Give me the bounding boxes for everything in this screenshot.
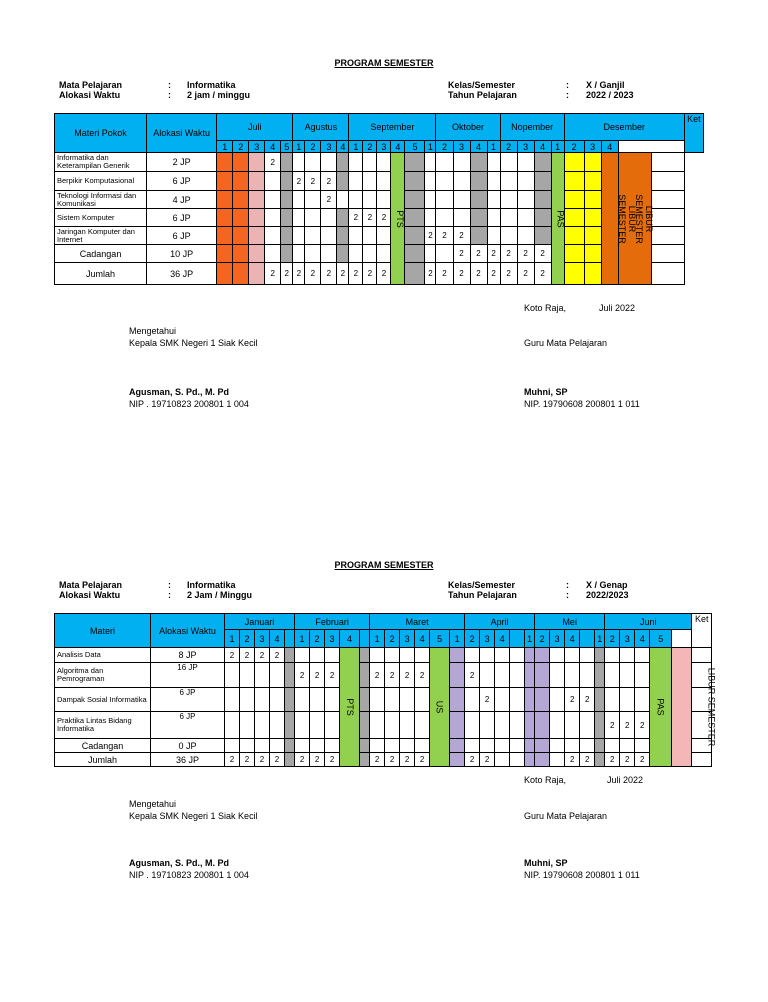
value-cell: 2 bbox=[415, 753, 430, 767]
value-cell: 2 bbox=[305, 172, 321, 191]
month-oktober: Oktober bbox=[436, 114, 500, 141]
header-alokasi-waktu: Alokasi Waktu bbox=[151, 614, 225, 648]
value-cell: 2 bbox=[465, 753, 480, 767]
value-cell: 2 bbox=[500, 263, 517, 285]
week-number: 2 bbox=[310, 630, 325, 648]
alokasi-waktu-label: Alokasi Waktu bbox=[59, 90, 121, 100]
value-cell: 2 bbox=[480, 753, 495, 767]
value-cell: 2 bbox=[225, 753, 240, 767]
week-number: 4 bbox=[270, 630, 285, 648]
jp-cell: 16 JP bbox=[151, 663, 225, 688]
value-cell: 2 bbox=[370, 663, 385, 688]
value-cell: 2 bbox=[453, 245, 470, 263]
value-cell: 2 bbox=[270, 648, 285, 663]
value-cell: 2 bbox=[487, 245, 500, 263]
value-cell: 2 bbox=[517, 245, 534, 263]
month-september: September bbox=[349, 114, 436, 141]
value-cell: 2 bbox=[605, 753, 620, 767]
kelas-semester-value: X / Ganjil bbox=[586, 80, 625, 90]
us-block bbox=[430, 648, 450, 767]
week-number: 2 bbox=[500, 141, 517, 153]
week-number: 3 bbox=[550, 630, 565, 648]
month-mei: Mei bbox=[535, 614, 605, 630]
week-number: 4 bbox=[391, 141, 405, 153]
jp-cell: 10 JP bbox=[147, 245, 217, 263]
value-cell: 2 bbox=[436, 263, 453, 285]
value-cell: 2 bbox=[425, 263, 436, 285]
materi-cell: Praktika Lintas Bidang Informatika bbox=[55, 712, 151, 739]
value-cell: 2 bbox=[620, 712, 635, 739]
month-nopember: Nopember bbox=[500, 114, 564, 141]
tahun-pelajaran-label: Tahun Pelajaran bbox=[448, 90, 517, 100]
value-cell: 2 bbox=[295, 663, 310, 688]
value-cell: 2 bbox=[295, 753, 310, 767]
colon: : bbox=[566, 90, 569, 100]
libur-semester-label: LIBUR SEMESTER bbox=[616, 193, 637, 244]
alokasi-waktu-label: Alokasi Waktu bbox=[59, 590, 121, 600]
month-juni: Juni bbox=[605, 614, 692, 630]
materi-cell: Berpikir Komputasional bbox=[55, 172, 147, 191]
guru-name: Muhni, SP bbox=[524, 858, 568, 868]
value-cell: 2 bbox=[415, 663, 430, 688]
jp-cell: 4 JP bbox=[147, 191, 217, 209]
week-number: 4 bbox=[340, 630, 360, 648]
week-number: 5 bbox=[430, 630, 450, 648]
pts-label: PTS bbox=[344, 698, 355, 716]
value-cell: 2 bbox=[580, 688, 595, 712]
week-number: 2 bbox=[240, 630, 255, 648]
week-number: 1 bbox=[551, 141, 564, 153]
week-number: 3 bbox=[249, 141, 265, 153]
value-cell: 2 bbox=[605, 712, 620, 739]
materi-cell: Teknologi Informasi dan Komunikasi bbox=[55, 191, 147, 209]
value-cell: 2 bbox=[349, 209, 363, 227]
month-februari: Februari bbox=[295, 614, 370, 630]
colon: : bbox=[168, 590, 171, 600]
week-number: 3 bbox=[517, 141, 534, 153]
materi-cell: Jumlah bbox=[55, 753, 151, 767]
value-cell: 2 bbox=[255, 753, 270, 767]
week-number: 3 bbox=[400, 630, 415, 648]
materi-cell: Sistem Komputer bbox=[55, 209, 147, 227]
week-number: 4 bbox=[265, 141, 281, 153]
week-number: 3 bbox=[480, 630, 495, 648]
value-cell: 2 bbox=[534, 263, 551, 285]
week-number: 1 bbox=[370, 630, 385, 648]
value-cell: 2 bbox=[580, 753, 595, 767]
month-desember: Desember bbox=[564, 114, 684, 141]
week-number: 4 bbox=[495, 630, 510, 648]
kepala-name: Agusman, S. Pd., M. Pd bbox=[129, 387, 230, 397]
value-cell: 2 bbox=[635, 753, 650, 767]
week-number: 1 bbox=[217, 141, 233, 153]
kepala-nip: NIP . 19710823 200801 1 004 bbox=[129, 870, 249, 880]
mata-pelajaran-value: Informatika bbox=[187, 580, 236, 590]
value-cell: 2 bbox=[265, 153, 281, 172]
value-cell: 2 bbox=[225, 648, 240, 663]
value-cell: 2 bbox=[265, 263, 281, 285]
week-number: 3 bbox=[453, 141, 470, 153]
value-cell: 2 bbox=[310, 753, 325, 767]
kepala-nip: NIP . 19710823 200801 1 004 bbox=[129, 399, 249, 409]
week-number: 1 bbox=[293, 141, 305, 153]
week-number: 3 bbox=[620, 630, 635, 648]
value-cell: 2 bbox=[321, 191, 337, 209]
month-maret: Maret bbox=[370, 614, 465, 630]
value-cell: 2 bbox=[377, 263, 391, 285]
week-number: 4 bbox=[337, 141, 349, 153]
guru-title: Guru Mata Pelajaran bbox=[524, 811, 608, 821]
date: Juli 2022 bbox=[599, 303, 636, 313]
header-ket: Ket bbox=[692, 614, 712, 648]
kelas-semester-label: Kelas/Semester bbox=[448, 580, 516, 590]
colon: : bbox=[566, 590, 569, 600]
materi-cell: Algoritma dan Pemrograman bbox=[55, 663, 151, 688]
schedule-table-genap bbox=[54, 613, 717, 767]
pas-label: PAS bbox=[555, 209, 566, 228]
value-cell: 2 bbox=[635, 712, 650, 739]
value-cell: 2 bbox=[321, 172, 337, 191]
guru-nip: NIP. 19790608 200801 1 011 bbox=[524, 399, 640, 409]
kepala-title: Kepala SMK Negeri 1 Siak Kecil bbox=[129, 338, 258, 348]
alokasi-waktu-value: 2 jam / minggu bbox=[187, 90, 251, 100]
jp-cell: 36 JP bbox=[151, 753, 225, 767]
libur-semester-label: LIBUR SEMESTER bbox=[706, 667, 717, 747]
colon: : bbox=[168, 80, 171, 90]
week-number: 3 bbox=[255, 630, 270, 648]
mata-pelajaran-value: Informatika bbox=[187, 80, 236, 90]
kelas-semester-label: Kelas/Semester bbox=[448, 80, 516, 90]
value-cell: 2 bbox=[487, 263, 500, 285]
value-cell: 2 bbox=[321, 263, 337, 285]
tahun-pelajaran-value: 2022 / 2023 bbox=[586, 90, 634, 100]
week-number: 3 bbox=[584, 141, 601, 153]
week-number: 1 bbox=[595, 630, 605, 648]
value-cell: 2 bbox=[305, 263, 321, 285]
materi-cell: Cadangan bbox=[55, 245, 147, 263]
week-number: 5 bbox=[281, 141, 293, 153]
materi-cell: Dampak Sosial Informatika bbox=[55, 688, 151, 712]
week-number: 1 bbox=[487, 141, 500, 153]
week-number: 4 bbox=[635, 630, 650, 648]
week-number: 4 bbox=[601, 141, 618, 153]
pts-label: PTS bbox=[395, 209, 406, 228]
week-number: 3 bbox=[321, 141, 337, 153]
week-number: 2 bbox=[465, 630, 480, 648]
page-title-1: PROGRAM SEMESTER bbox=[334, 58, 434, 68]
schedule-table-ganjil bbox=[54, 113, 704, 285]
value-cell: 2 bbox=[370, 753, 385, 767]
header-alokasi-waktu: Alokasi Waktu bbox=[147, 114, 217, 153]
value-cell: 2 bbox=[349, 263, 363, 285]
value-cell: 2 bbox=[565, 753, 580, 767]
kepala-title: Kepala SMK Negeri 1 Siak Kecil bbox=[129, 811, 258, 821]
place: Koto Raja, bbox=[524, 303, 567, 313]
week-number: 4 bbox=[415, 630, 430, 648]
libur-semester-block bbox=[601, 153, 637, 285]
value-cell: 2 bbox=[240, 753, 255, 767]
value-cell: 2 bbox=[436, 227, 453, 245]
pts-block bbox=[391, 153, 405, 285]
colon: : bbox=[566, 580, 569, 590]
guru-nip: NIP. 19790608 200801 1 011 bbox=[524, 870, 640, 880]
colon: : bbox=[566, 80, 569, 90]
value-cell: 2 bbox=[385, 663, 400, 688]
week-number: 5 bbox=[650, 630, 672, 648]
mengetahui: Mengetahui bbox=[129, 326, 177, 336]
header-materi-pokok: Materi Pokok bbox=[55, 114, 147, 153]
materi-cell: Jumlah bbox=[55, 263, 147, 285]
week-number: 1 bbox=[450, 630, 465, 648]
header-ket: Ket bbox=[684, 114, 703, 153]
value-cell: 2 bbox=[293, 263, 305, 285]
value-cell: 2 bbox=[620, 753, 635, 767]
month-juli: Juli bbox=[217, 114, 293, 141]
kelas-semester-value: X / Genap bbox=[586, 580, 628, 590]
jp-cell: 2 JP bbox=[147, 153, 217, 172]
value-cell: 2 bbox=[453, 263, 470, 285]
week-number: 2 bbox=[305, 141, 321, 153]
pts-block bbox=[340, 648, 360, 767]
value-cell: 2 bbox=[337, 263, 349, 285]
value-cell: 2 bbox=[400, 753, 415, 767]
value-cell: 2 bbox=[325, 663, 340, 688]
tahun-pelajaran-value: 2022/2023 bbox=[586, 590, 629, 600]
mata-pelajaran-label: Mata Pelajaran bbox=[59, 80, 123, 90]
alokasi-waktu-value: 2 Jam / Minggu bbox=[187, 590, 253, 600]
value-cell: 2 bbox=[310, 663, 325, 688]
jp-cell: 8 JP bbox=[151, 648, 225, 663]
value-cell: 2 bbox=[565, 688, 580, 712]
value-cell: 2 bbox=[255, 648, 270, 663]
week-number: 1 bbox=[525, 630, 535, 648]
jp-cell: 36 JP bbox=[147, 263, 217, 285]
mengetahui: Mengetahui bbox=[129, 799, 177, 809]
value-cell: 2 bbox=[270, 753, 285, 767]
pas-label: PAS bbox=[655, 698, 666, 716]
week-number: 5 bbox=[405, 141, 425, 153]
jp-cell: 6 JP bbox=[147, 209, 217, 227]
week-number: 4 bbox=[470, 141, 487, 153]
kepala-name: Agusman, S. Pd., M. Pd bbox=[129, 858, 230, 868]
week-number: 2 bbox=[233, 141, 249, 153]
value-cell: 2 bbox=[377, 209, 391, 227]
value-cell: 2 bbox=[453, 227, 470, 245]
value-cell: 2 bbox=[480, 688, 495, 712]
week-number: 3 bbox=[325, 630, 340, 648]
pas-block bbox=[551, 153, 564, 285]
value-cell: 2 bbox=[517, 263, 534, 285]
value-cell: 2 bbox=[470, 245, 487, 263]
week-number: 3 bbox=[377, 141, 391, 153]
week-number: 1 bbox=[295, 630, 310, 648]
place: Koto Raja, bbox=[524, 775, 567, 785]
value-cell: 2 bbox=[363, 209, 377, 227]
week-number: 2 bbox=[535, 630, 550, 648]
value-cell: 2 bbox=[470, 263, 487, 285]
value-cell: 2 bbox=[325, 753, 340, 767]
value-cell: 2 bbox=[363, 263, 377, 285]
month-januari: Januari bbox=[225, 614, 295, 630]
week-number: 2 bbox=[605, 630, 620, 648]
week-number: 4 bbox=[534, 141, 551, 153]
value-cell: 2 bbox=[465, 663, 480, 688]
week-number: 2 bbox=[363, 141, 377, 153]
value-cell: 2 bbox=[385, 753, 400, 767]
week-number: 1 bbox=[349, 141, 363, 153]
materi-cell: Cadangan bbox=[55, 739, 151, 753]
libur-semester-block bbox=[672, 648, 717, 767]
value-cell: 2 bbox=[240, 648, 255, 663]
week-number: 1 bbox=[425, 141, 436, 153]
libur-semester-label: LIBUR SEMESTER bbox=[633, 193, 654, 244]
jp-cell: 6 JP bbox=[151, 712, 225, 739]
page-title-2: PROGRAM SEMESTER bbox=[334, 560, 434, 570]
value-cell: 2 bbox=[281, 263, 293, 285]
us-label: US bbox=[434, 700, 445, 714]
pas-block bbox=[650, 648, 672, 767]
colon: : bbox=[168, 580, 171, 590]
jp-cell: 6 JP bbox=[147, 227, 217, 245]
date: Juli 2022 bbox=[607, 775, 644, 785]
week-number: 4 bbox=[565, 630, 580, 648]
value-cell: 2 bbox=[293, 172, 305, 191]
value-cell: 2 bbox=[400, 663, 415, 688]
materi-cell: Informatika dan Keterampilan Generik bbox=[55, 153, 147, 172]
guru-title: Guru Mata Pelajaran bbox=[524, 338, 608, 348]
mata-pelajaran-label: Mata Pelajaran bbox=[59, 580, 123, 590]
jp-cell: 6 JP bbox=[151, 688, 225, 712]
week-number: 1 bbox=[225, 630, 240, 648]
month-agustus: Agustus bbox=[293, 114, 349, 141]
guru-name: Muhni, SP bbox=[524, 387, 568, 397]
colon: : bbox=[168, 90, 171, 100]
week-number: 2 bbox=[385, 630, 400, 648]
tahun-pelajaran-label: Tahun Pelajaran bbox=[448, 590, 517, 600]
jp-cell: 6 JP bbox=[147, 172, 217, 191]
materi-cell: Analisis Data bbox=[55, 648, 151, 663]
jp-cell: 0 JP bbox=[151, 739, 225, 753]
header-materi: Materi bbox=[55, 614, 151, 648]
value-cell: 2 bbox=[500, 245, 517, 263]
month-april: April bbox=[465, 614, 535, 630]
value-cell: 2 bbox=[534, 245, 551, 263]
week-number: 2 bbox=[436, 141, 453, 153]
materi-cell: Jaringan Komputer dan Internet bbox=[55, 227, 147, 245]
value-cell: 2 bbox=[425, 227, 436, 245]
week-number: 2 bbox=[564, 141, 584, 153]
